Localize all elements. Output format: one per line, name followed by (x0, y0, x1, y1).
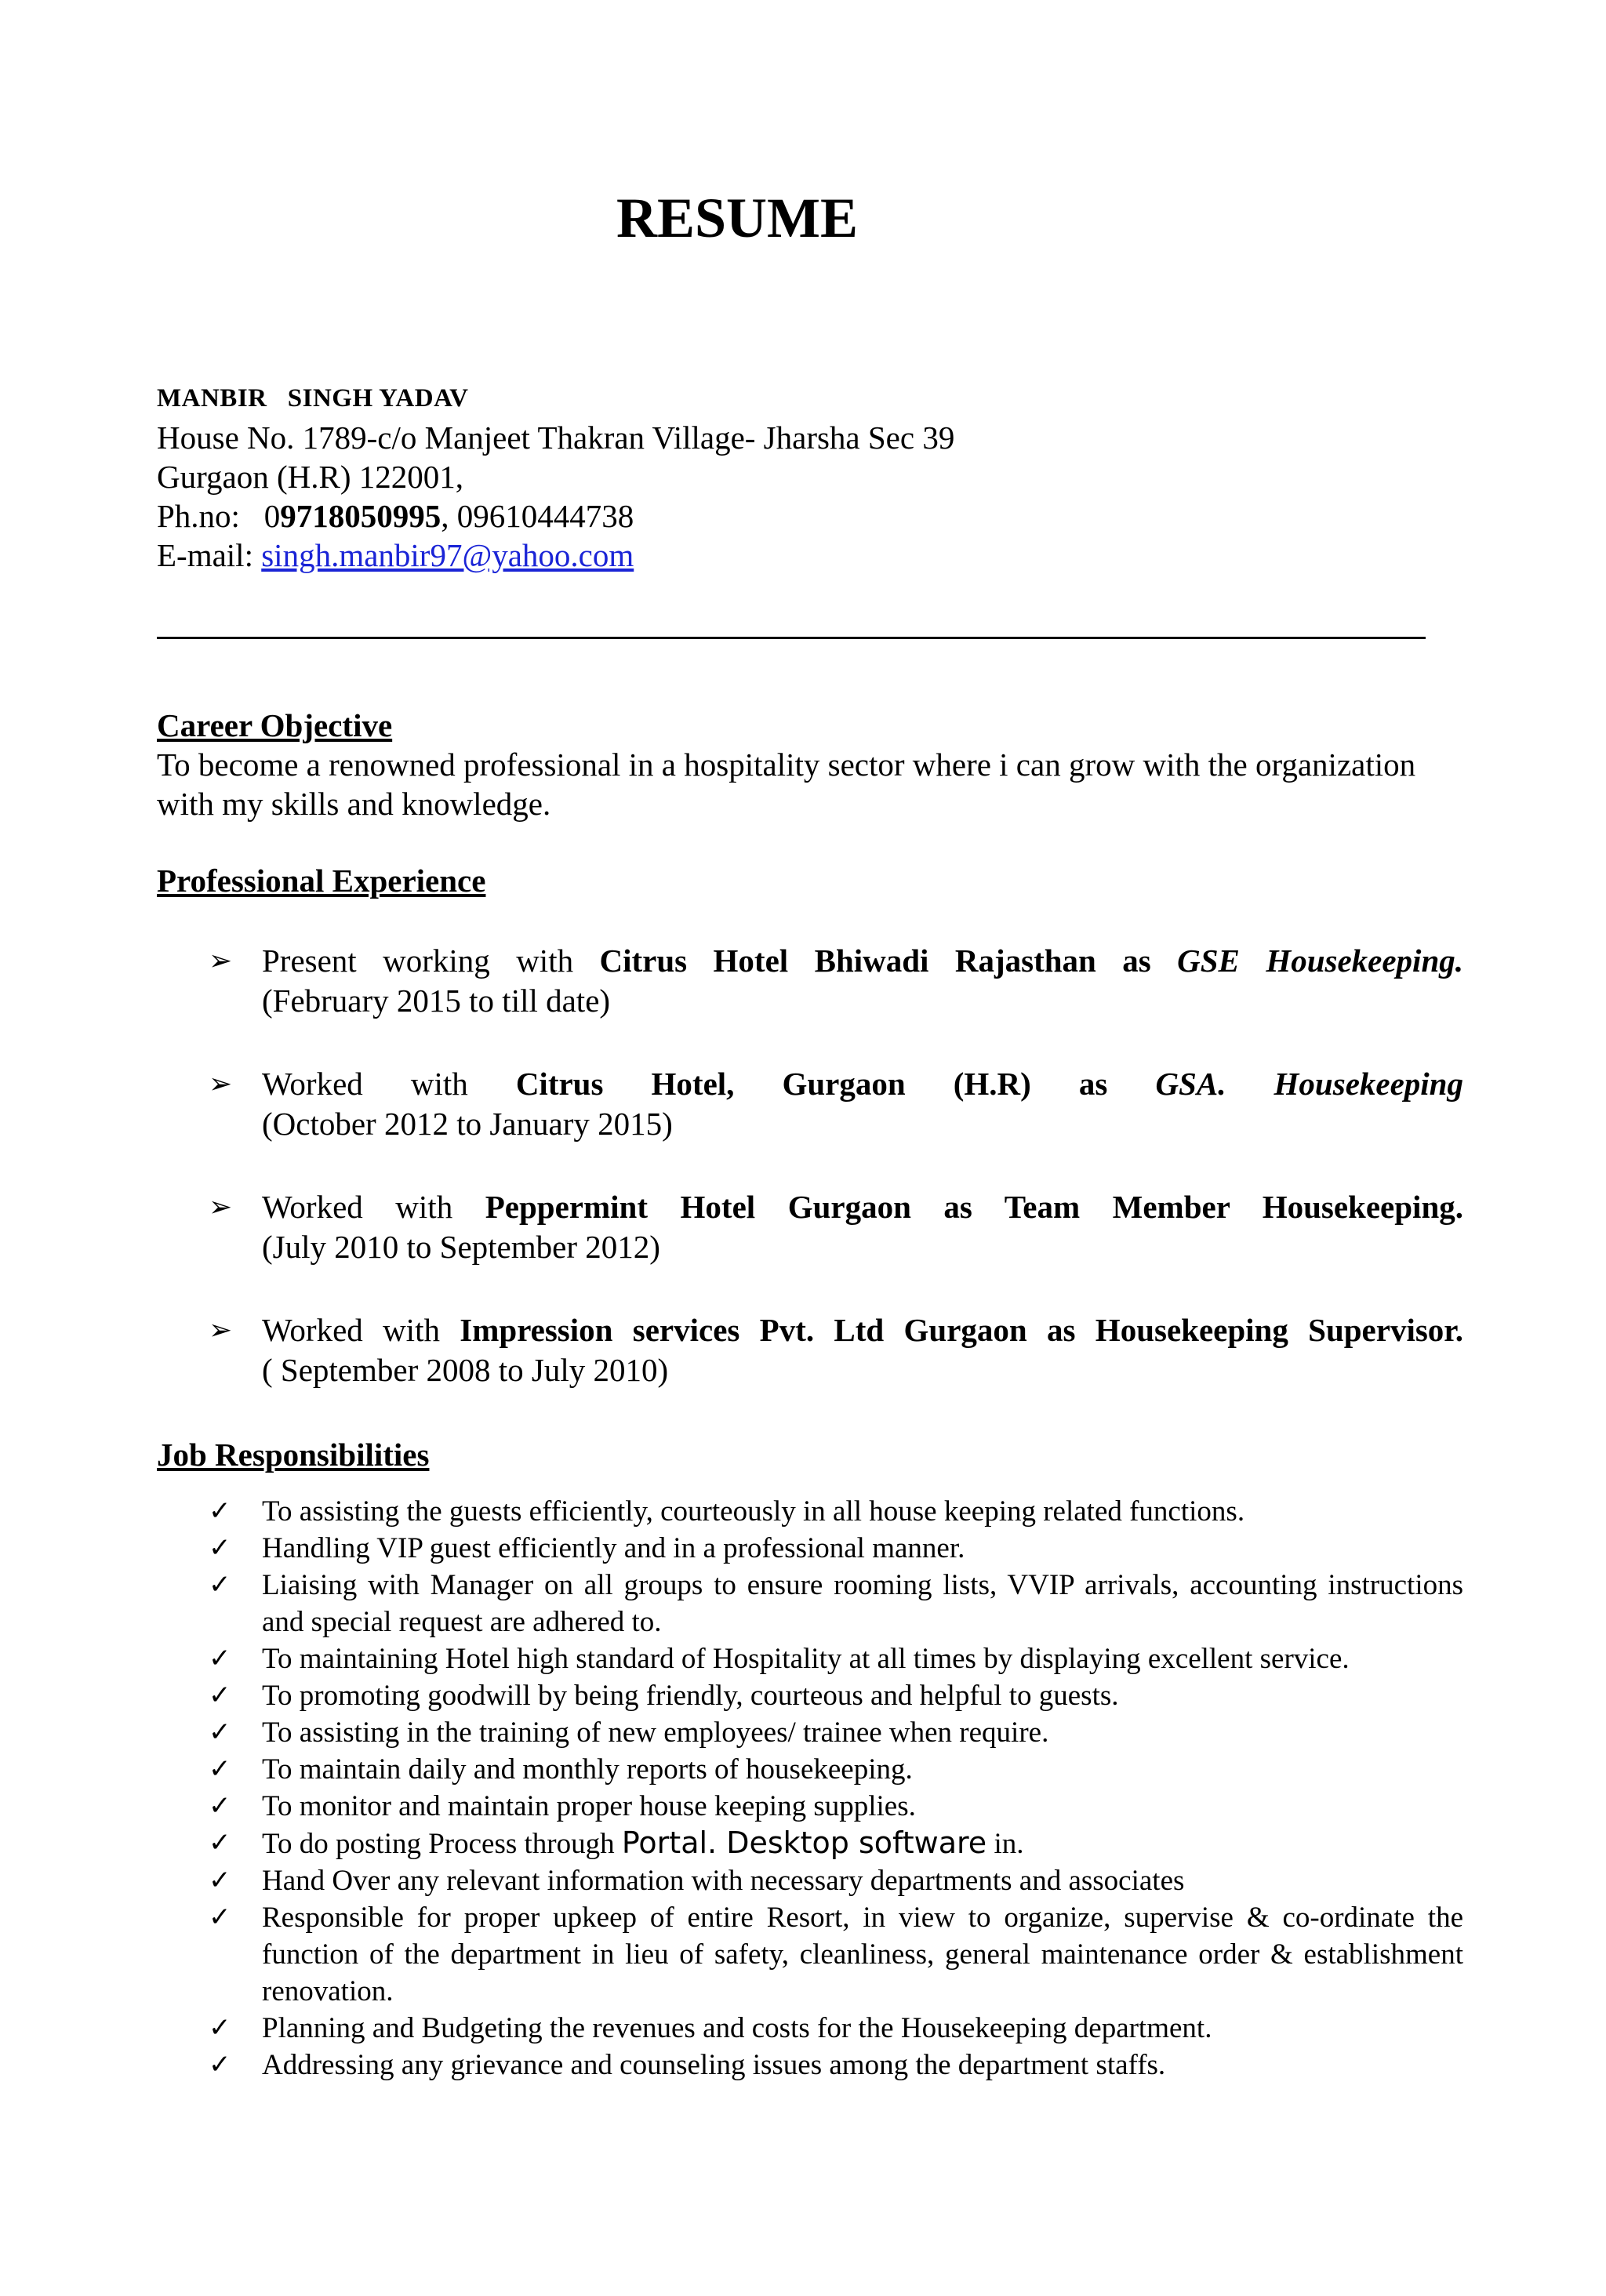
list-item: ✓ To monitor and maintain proper house keeping supplies. (209, 1788, 1463, 1825)
list-item: ✓ Hand Over any relevant information with necessary departments and associates (209, 1862, 1463, 1899)
career-objective-heading: Career Objective (157, 707, 393, 743)
responsibilities-list (209, 1493, 1463, 2083)
experience-role: GSA. Housekeeping (1155, 1066, 1463, 1102)
list-item: ✓ To assisting in the training of new employees/ trainee when require. (209, 1714, 1463, 1751)
job-responsibilities-heading: Job Responsibilities (157, 1437, 430, 1473)
experience-item (209, 1064, 1463, 1144)
experience-description (262, 1187, 1463, 1227)
experience-item (209, 941, 1463, 1021)
list-item: ✓ Liaising with Manager on all groups to ensure rooming lists, VVIP arrivals, accounting instructions and special request are adhered to. (209, 1567, 1463, 1640)
career-objective-text: To become a renowned professional in a hospitality sector where i can grow with the organization with my skills and knowledge. (157, 747, 1416, 822)
email-label: E-mail: (157, 537, 262, 573)
page-title: RESUME (616, 187, 859, 249)
experience-dates: (July 2010 to September 2012) (262, 1229, 660, 1265)
experience-role: GSE Housekeeping. (1177, 943, 1464, 979)
list-item: ✓ To maintaining Hotel high standard of Hospitality at all times by displaying excellent service. (209, 1640, 1463, 1677)
experience-employer: Impression services Pvt. Ltd Gurgaon as Housekeeping Supervisor. (460, 1312, 1463, 1348)
checkmark-icon: ✓ (209, 1569, 231, 1600)
experience-lead: Worked with (262, 1189, 485, 1225)
address-line-1: House No. 1789-c/o Manjeet Thakran Village- Jharsha Sec 39 (157, 420, 955, 456)
experience-employer: Citrus Hotel Bhiwadi Rajasthan as (599, 943, 1178, 979)
experience-employer: Peppermint Hotel Gurgaon as Team Member Housekeeping. (485, 1189, 1463, 1225)
header-divider (157, 637, 1426, 639)
experience-item (209, 1187, 1463, 1267)
experience-lead: Worked with (262, 1312, 460, 1348)
experience-dates: (February 2015 to till date) (262, 983, 611, 1019)
experience-description (262, 1310, 1463, 1350)
checkmark-icon: ✓ (209, 1532, 231, 1564)
checkmark-icon: ✓ (209, 1495, 231, 1527)
experience-lead: Present working with (262, 943, 600, 979)
experience-item (209, 1310, 1463, 1390)
applicant-name: MANBIR SINGH YADAV (157, 384, 469, 412)
list-item: ✓ Handling VIP guest efficiently and in a professional manner. (209, 1530, 1463, 1567)
list-item: ✓ Addressing any grievance and counseling issues among the department staffs. (209, 2047, 1463, 2083)
checkmark-icon: ✓ (209, 1753, 231, 1785)
arrow-bullet-icon: ➢ (209, 1314, 233, 1346)
phone-line (157, 496, 634, 536)
list-item: ✓ Planning and Budgeting the revenues and costs for the Housekeeping department. (209, 2010, 1463, 2047)
posting-software: Portal. Desktop software (621, 1826, 987, 1860)
checkmark-icon: ✓ (209, 1643, 231, 1674)
checkmark-icon: ✓ (209, 1790, 231, 1822)
phone-primary: 9718050995 (280, 498, 441, 534)
posting-suffix: in. (986, 1828, 1024, 1860)
checkmark-icon: ✓ (209, 2012, 231, 2044)
professional-experience-heading: Professional Experience (157, 863, 486, 899)
checkmark-icon: ✓ (209, 1902, 231, 1933)
arrow-bullet-icon: ➢ (209, 1068, 233, 1100)
experience-description (262, 1064, 1463, 1104)
posting-text: To do posting Process through (262, 1828, 622, 1860)
phone-label: Ph.no: 0 (157, 498, 281, 534)
list-item: ✓ To assisting the guests efficiently, courteously in all house keeping related functions. (209, 1493, 1463, 1530)
experience-lead: Worked with (262, 1066, 516, 1102)
email-link[interactable]: singh.manbir97@yahoo.com (261, 537, 634, 573)
list-item: ✓ To promoting goodwill by being friendly, courteous and helpful to guests. (209, 1677, 1463, 1714)
experience-employer: Citrus Hotel, Gurgaon (H.R) as (515, 1066, 1156, 1102)
checkmark-icon: ✓ (209, 1680, 231, 1711)
arrow-bullet-icon: ➢ (209, 945, 233, 977)
checkmark-icon: ✓ (209, 1717, 231, 1748)
email-line (157, 536, 634, 575)
list-item (209, 1825, 1463, 1862)
phone-secondary: , 09610444738 (441, 498, 634, 534)
address-line-2: Gurgaon (H.R) 122001, (157, 459, 463, 495)
experience-dates: (October 2012 to January 2015) (262, 1106, 673, 1142)
list-item: ✓ Responsible for proper upkeep of entire Resort, in view to organize, supervise & co-ordinate the function of the department in lieu of safety, cleanliness, general maintenance order & establishment renovation. (209, 1899, 1463, 2010)
experience-dates: ( September 2008 to July 2010) (262, 1352, 669, 1388)
checkmark-icon: ✓ (209, 2049, 231, 2080)
checkmark-icon: ✓ (209, 1865, 231, 1896)
checkmark-icon: ✓ (209, 1827, 231, 1858)
arrow-bullet-icon: ➢ (209, 1191, 233, 1223)
experience-description (262, 941, 1463, 981)
list-item: ✓ To maintain daily and monthly reports of housekeeping. (209, 1751, 1463, 1788)
